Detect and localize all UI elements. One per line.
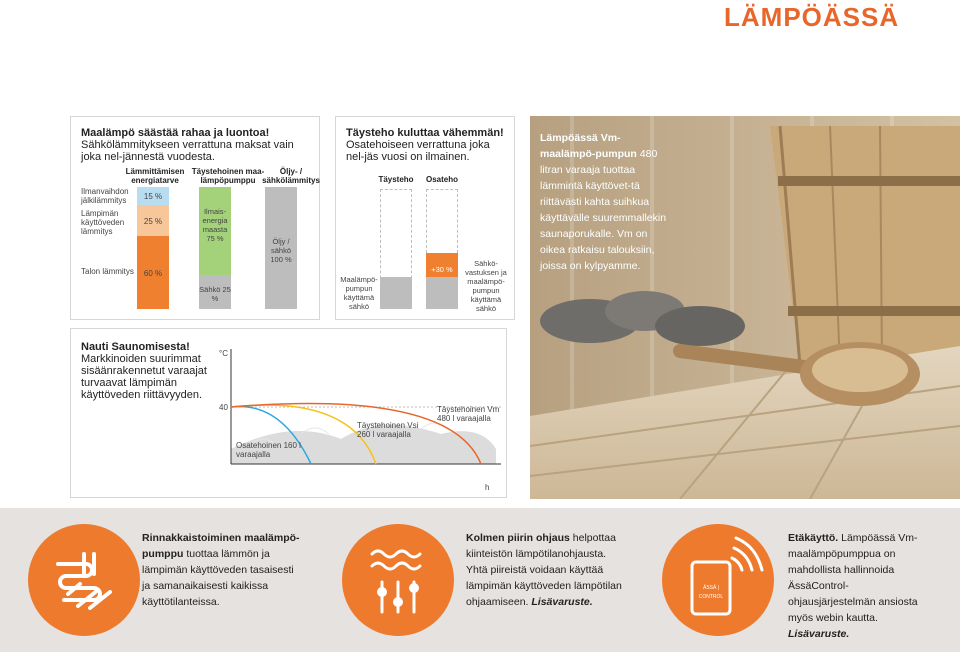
sauna-title: Nauti Saunomisesta! [81, 341, 190, 353]
label-vm: Täystehoinen Vm 480 l varaajalla [437, 405, 500, 423]
col-header-heatpump: Täystehoinen maa-lämpöpumppu [191, 167, 265, 185]
col-header-oil: Öljy- / sähkölämmitys [262, 167, 320, 185]
pipes-circle [28, 524, 140, 636]
partial-electric-label: Sähkö-vastuksen ja maalämpö-pumpun käyttämä sähkö [465, 259, 507, 313]
feature-three-circuits: Kolmen piirin ohjaus helpottaa kiinteistön lämpötilanohjausta. Yhtä piireistä voidaan käyttää lämpimän käyttöveden lämpötilan ohjaamiseen. Lisävaruste. [466, 532, 622, 608]
pipes-icon [28, 524, 140, 636]
tablet-screen-text: ÄSSÄ | CONTROL [698, 585, 724, 600]
controls-circle [342, 524, 454, 636]
sauna-subtitle: Markkinoiden suurimmat sisäänrakennetut varaajat turvaavat lämpimän käyttöveden riittävyyden. [81, 353, 207, 401]
full-electric-bar [380, 277, 412, 309]
x-unit-label: h [485, 483, 490, 492]
sauna-panel [70, 328, 507, 498]
tablet-icon [662, 524, 774, 636]
col-header-partial: Osateho [425, 175, 458, 184]
demand-segment-label-1: 25 % [143, 217, 163, 226]
partial-electric-bar [426, 277, 458, 309]
fullpower-subtitle: Osatehoiseen verrattuna joka nel-jäs vuosi on ilmainen. [346, 139, 490, 163]
demand-segment-2 [137, 236, 169, 309]
sauna-photo [530, 116, 960, 499]
full-electric-label: Maalämpö-pumpun käyttämä sähkö [340, 275, 378, 311]
savings-subtitle: Sähkölämmitykseen verrattuna maksat vain joka nel-jännestä vuodesta. [81, 139, 294, 163]
col-header-full: Täysteho [378, 175, 414, 184]
heatpump-air-label: Ilmais-energia maasta 75 % [202, 207, 228, 243]
heatpump-electric-label: Sähkö 25 % [199, 285, 231, 303]
row-label-house: Talon lämmitys [81, 267, 134, 276]
controls-icon [342, 524, 454, 636]
fullpower-panel [335, 116, 515, 320]
col-header-demand: Lämmittämisen energiatarve [125, 167, 185, 185]
demand-segment-0 [137, 187, 169, 205]
savings-panel [70, 116, 320, 320]
label-vsi: Täystehoinen Vsi 260 l varaajalla [357, 421, 419, 439]
demand-column [137, 187, 169, 309]
demand-segment-1 [137, 205, 169, 236]
demand-segment-label-2: 60 % [143, 269, 163, 278]
fullpower-title: Täysteho kuluttaa vähemmän! [346, 127, 504, 139]
plus-label: +30 % [431, 265, 453, 274]
y-tick-40: 40 [219, 403, 228, 412]
y-unit-label: °C [219, 349, 228, 358]
row-label-hotwater: Lämpimän käyttöveden lämmitys [81, 209, 125, 236]
photo-caption: Lämpöässä Vm-maalämpö-pumpun 480 litran varaaja tuottaa lämmintä käyttövet-tä riittävästi kahta suihkua käyttävälle suuremmallekin saunaporukalle. Vm on oikea ratkaisu talouksiin, joissa on kylpyamme. [540, 132, 667, 272]
label-osatehoinen: Osatehoinen 160 l varaajalla [236, 441, 301, 459]
demand-segment-label-0: 15 % [143, 192, 163, 201]
oil-label: Öljy / sähkö 100 % [270, 237, 292, 264]
features-band [0, 508, 960, 652]
row-label-ventilation: Ilmanvaihdon jälkilämmitys [81, 187, 129, 205]
feature-remote: Etäkäyttö. Lämpöässä Vm-maalämpöpumppua on mahdollista hallinnoida ÄssäControl-ohjausjärjestelmän ansiosta myös webin kautta. Lisävaruste. [788, 532, 918, 640]
savings-title: Maalämpö säästää rahaa ja luontoa! [81, 127, 270, 139]
brand-logo: LÄMPÖÄSSÄ [724, 2, 900, 32]
tablet-circle [662, 524, 774, 636]
feature-parallel: Rinnakkaistoiminen maalämpö-pumppu tuottaa lämmön ja lämpimän käyttöveden tasaisesti ja samanaikaisesti kaikissa käyttötilanteissa. [142, 532, 300, 608]
